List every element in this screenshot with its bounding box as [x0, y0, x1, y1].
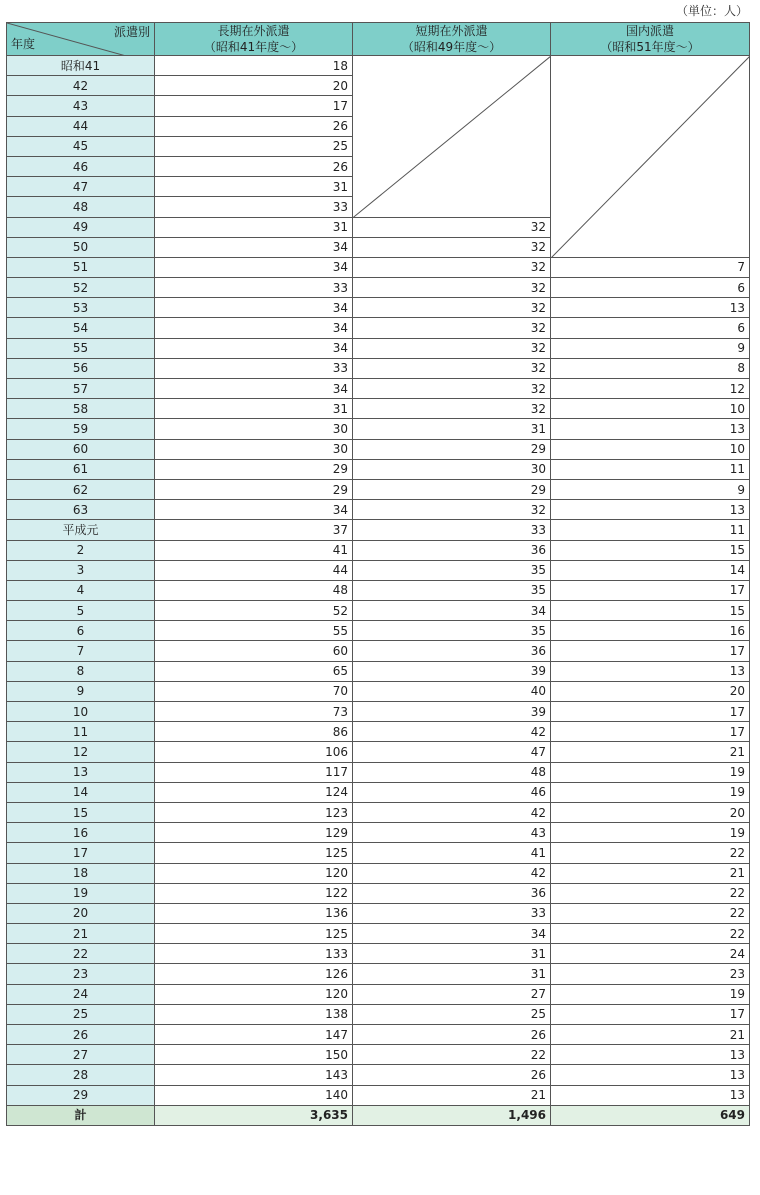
- short-term-cell: 26: [353, 1065, 551, 1085]
- domestic-cell: 17: [551, 722, 750, 742]
- domestic-cell: 9: [551, 479, 750, 499]
- header-row: [7, 23, 750, 56]
- short-term-cell: 40: [353, 681, 551, 701]
- total-short-term: 1,496: [353, 1105, 551, 1125]
- corner-label-year: 年度: [11, 37, 36, 51]
- table-row: [7, 742, 750, 762]
- total-domestic: 649: [551, 1105, 750, 1125]
- long-term-cell: 20: [155, 76, 353, 96]
- year-cell: 55: [7, 338, 155, 358]
- table-row: [7, 560, 750, 580]
- domestic-cell: 13: [551, 1065, 750, 1085]
- table-row: [7, 419, 750, 439]
- table-row: [7, 621, 750, 641]
- year-cell: 29: [7, 1085, 155, 1105]
- domestic-cell: 13: [551, 1045, 750, 1065]
- long-term-cell: 150: [155, 1045, 353, 1065]
- domestic-cell: 20: [551, 681, 750, 701]
- year-cell: 52: [7, 278, 155, 298]
- long-term-cell: 140: [155, 1085, 353, 1105]
- domestic-cell: 20: [551, 802, 750, 822]
- year-cell: 20: [7, 903, 155, 923]
- year-cell: 3: [7, 560, 155, 580]
- domestic-cell: 13: [551, 419, 750, 439]
- col-header-long: [155, 23, 353, 56]
- domestic-cell: 14: [551, 560, 750, 580]
- diagonal-line-icon: [353, 56, 551, 217]
- col-header-domestic-sub: （昭和51年度〜）: [600, 40, 700, 54]
- year-cell: 4: [7, 580, 155, 600]
- long-term-cell: 25: [155, 136, 353, 156]
- table-row: [7, 1004, 750, 1024]
- table-row: [7, 722, 750, 742]
- domestic-cell: 19: [551, 984, 750, 1004]
- short-term-cell: 31: [353, 964, 551, 984]
- col-header-domestic: [551, 23, 750, 56]
- domestic-cell: 11: [551, 520, 750, 540]
- table-row: [7, 56, 750, 76]
- col-header-domestic-title: 国内派遣: [625, 24, 674, 38]
- year-cell: 13: [7, 762, 155, 782]
- short-term-cell: 34: [353, 601, 551, 621]
- short-term-cell: 29: [353, 439, 551, 459]
- long-term-cell: 122: [155, 883, 353, 903]
- table-row: [7, 782, 750, 802]
- short-term-not-applicable: [353, 56, 551, 218]
- year-cell: 11: [7, 722, 155, 742]
- long-term-cell: 31: [155, 399, 353, 419]
- long-term-cell: 17: [155, 96, 353, 116]
- table-row: [7, 762, 750, 782]
- year-cell: 49: [7, 217, 155, 237]
- table-row: [7, 439, 750, 459]
- long-term-cell: 60: [155, 641, 353, 661]
- long-term-cell: 34: [155, 318, 353, 338]
- domestic-cell: 6: [551, 318, 750, 338]
- domestic-not-applicable: [551, 56, 750, 258]
- year-cell: 6: [7, 621, 155, 641]
- table-row: [7, 399, 750, 419]
- table-row: [7, 964, 750, 984]
- unit-label: （単位：人）: [675, 4, 748, 18]
- table-row: [7, 681, 750, 701]
- short-term-cell: 27: [353, 984, 551, 1004]
- short-term-cell: 36: [353, 540, 551, 560]
- domestic-cell: 10: [551, 439, 750, 459]
- long-term-cell: 34: [155, 500, 353, 520]
- short-term-cell: 31: [353, 419, 551, 439]
- total-row: [7, 1105, 750, 1125]
- long-term-cell: 52: [155, 601, 353, 621]
- year-cell: 50: [7, 237, 155, 257]
- short-term-cell: 41: [353, 843, 551, 863]
- short-term-cell: 30: [353, 459, 551, 479]
- col-header-short-title: 短期在外派遣: [415, 24, 488, 38]
- long-term-cell: 120: [155, 863, 353, 883]
- long-term-cell: 136: [155, 903, 353, 923]
- short-term-cell: 32: [353, 399, 551, 419]
- total-label: 計: [7, 1105, 155, 1125]
- table-row: [7, 479, 750, 499]
- long-term-cell: 120: [155, 984, 353, 1004]
- table-row: [7, 1045, 750, 1065]
- long-term-cell: 106: [155, 742, 353, 762]
- long-term-cell: 124: [155, 782, 353, 802]
- domestic-cell: 13: [551, 1085, 750, 1105]
- short-term-cell: 42: [353, 863, 551, 883]
- long-term-cell: 123: [155, 802, 353, 822]
- year-cell: 17: [7, 843, 155, 863]
- long-term-cell: 34: [155, 338, 353, 358]
- domestic-cell: 22: [551, 924, 750, 944]
- long-term-cell: 117: [155, 762, 353, 782]
- year-cell: 45: [7, 136, 155, 156]
- table-row: [7, 924, 750, 944]
- table-row: [7, 257, 750, 277]
- long-term-cell: 26: [155, 156, 353, 176]
- table-row: [7, 601, 750, 621]
- year-cell: 59: [7, 419, 155, 439]
- long-term-cell: 65: [155, 661, 353, 681]
- domestic-cell: 16: [551, 621, 750, 641]
- col-header-short-sub: （昭和49年度〜）: [401, 40, 502, 54]
- short-term-cell: 36: [353, 883, 551, 903]
- year-cell: 8: [7, 661, 155, 681]
- year-cell: 14: [7, 782, 155, 802]
- long-term-cell: 29: [155, 459, 353, 479]
- long-term-cell: 143: [155, 1065, 353, 1085]
- short-term-cell: 32: [353, 358, 551, 378]
- table-row: [7, 540, 750, 560]
- short-term-cell: 33: [353, 903, 551, 923]
- domestic-cell: 12: [551, 379, 750, 399]
- domestic-cell: 17: [551, 641, 750, 661]
- table-body: [7, 56, 750, 1126]
- domestic-cell: 23: [551, 964, 750, 984]
- short-term-cell: 35: [353, 560, 551, 580]
- table-row: [7, 459, 750, 479]
- long-term-cell: 33: [155, 278, 353, 298]
- col-header-long-title: 長期在外派遣: [217, 24, 290, 38]
- year-cell: 47: [7, 177, 155, 197]
- year-cell: 2: [7, 540, 155, 560]
- table-row: [7, 1025, 750, 1045]
- short-term-cell: 32: [353, 338, 551, 358]
- table-row: [7, 278, 750, 298]
- year-cell: 43: [7, 96, 155, 116]
- year-cell: 24: [7, 984, 155, 1004]
- diagonal-line-icon: [551, 56, 750, 257]
- domestic-cell: 17: [551, 1004, 750, 1024]
- short-term-cell: 47: [353, 742, 551, 762]
- domestic-cell: 19: [551, 823, 750, 843]
- long-term-cell: 44: [155, 560, 353, 580]
- year-cell: 61: [7, 459, 155, 479]
- domestic-cell: 15: [551, 601, 750, 621]
- domestic-cell: 21: [551, 863, 750, 883]
- short-term-cell: 32: [353, 379, 551, 399]
- domestic-cell: 13: [551, 500, 750, 520]
- short-term-cell: 25: [353, 1004, 551, 1024]
- table-row: [7, 520, 750, 540]
- short-term-cell: 39: [353, 661, 551, 681]
- domestic-cell: 11: [551, 459, 750, 479]
- long-term-cell: 138: [155, 1004, 353, 1024]
- domestic-cell: 22: [551, 883, 750, 903]
- year-cell: 15: [7, 802, 155, 822]
- table-row: [7, 641, 750, 661]
- domestic-cell: 15: [551, 540, 750, 560]
- long-term-cell: 33: [155, 197, 353, 217]
- domestic-cell: 10: [551, 399, 750, 419]
- long-term-cell: 133: [155, 944, 353, 964]
- short-term-cell: 39: [353, 702, 551, 722]
- domestic-cell: 22: [551, 843, 750, 863]
- short-term-cell: 31: [353, 944, 551, 964]
- year-cell: 22: [7, 944, 155, 964]
- total-long-term: 3,635: [155, 1105, 353, 1125]
- year-cell: 26: [7, 1025, 155, 1045]
- corner-label-dispatch: 派遣別: [113, 25, 150, 39]
- short-term-cell: 21: [353, 1085, 551, 1105]
- col-header-short: [353, 23, 551, 56]
- year-cell: 23: [7, 964, 155, 984]
- year-cell: 16: [7, 823, 155, 843]
- year-cell: 57: [7, 379, 155, 399]
- long-term-cell: 31: [155, 217, 353, 237]
- long-term-cell: 31: [155, 177, 353, 197]
- long-term-cell: 126: [155, 964, 353, 984]
- table-row: [7, 500, 750, 520]
- table-row: [7, 702, 750, 722]
- long-term-cell: 34: [155, 379, 353, 399]
- year-cell: 平成元: [7, 520, 155, 540]
- year-cell: 18: [7, 863, 155, 883]
- year-cell: 19: [7, 883, 155, 903]
- long-term-cell: 30: [155, 439, 353, 459]
- short-term-cell: 32: [353, 278, 551, 298]
- short-term-cell: 35: [353, 621, 551, 641]
- domestic-cell: 17: [551, 580, 750, 600]
- table-row: [7, 298, 750, 318]
- domestic-cell: 13: [551, 298, 750, 318]
- short-term-cell: 34: [353, 924, 551, 944]
- year-cell: 7: [7, 641, 155, 661]
- year-cell: 42: [7, 76, 155, 96]
- short-term-cell: 32: [353, 217, 551, 237]
- table-row: [7, 338, 750, 358]
- year-cell: 5: [7, 601, 155, 621]
- long-term-cell: 18: [155, 56, 353, 76]
- long-term-cell: 125: [155, 924, 353, 944]
- table-row: [7, 843, 750, 863]
- domestic-cell: 22: [551, 903, 750, 923]
- long-term-cell: 129: [155, 823, 353, 843]
- long-term-cell: 34: [155, 298, 353, 318]
- long-term-cell: 86: [155, 722, 353, 742]
- domestic-cell: 24: [551, 944, 750, 964]
- domestic-cell: 6: [551, 278, 750, 298]
- short-term-cell: 43: [353, 823, 551, 843]
- long-term-cell: 29: [155, 479, 353, 499]
- table-row: [7, 944, 750, 964]
- short-term-cell: 22: [353, 1045, 551, 1065]
- long-term-cell: 33: [155, 358, 353, 378]
- short-term-cell: 26: [353, 1025, 551, 1045]
- year-cell: 63: [7, 500, 155, 520]
- long-term-cell: 26: [155, 116, 353, 136]
- year-cell: 56: [7, 358, 155, 378]
- short-term-cell: 32: [353, 298, 551, 318]
- year-cell: 27: [7, 1045, 155, 1065]
- domestic-cell: 19: [551, 762, 750, 782]
- year-cell: 昭和41: [7, 56, 155, 76]
- domestic-cell: 17: [551, 702, 750, 722]
- long-term-cell: 41: [155, 540, 353, 560]
- table-row: [7, 661, 750, 681]
- table-row: [7, 318, 750, 338]
- domestic-cell: 13: [551, 661, 750, 681]
- long-term-cell: 147: [155, 1025, 353, 1045]
- long-term-cell: 34: [155, 257, 353, 277]
- domestic-cell: 8: [551, 358, 750, 378]
- table-row: [7, 883, 750, 903]
- year-cell: 25: [7, 1004, 155, 1024]
- long-term-cell: 48: [155, 580, 353, 600]
- year-cell: 58: [7, 399, 155, 419]
- year-cell: 54: [7, 318, 155, 338]
- year-cell: 53: [7, 298, 155, 318]
- table-row: [7, 1065, 750, 1085]
- short-term-cell: 29: [353, 479, 551, 499]
- year-cell: 28: [7, 1065, 155, 1085]
- year-cell: 21: [7, 924, 155, 944]
- short-term-cell: 35: [353, 580, 551, 600]
- domestic-cell: 21: [551, 1025, 750, 1045]
- year-cell: 9: [7, 681, 155, 701]
- long-term-cell: 30: [155, 419, 353, 439]
- long-term-cell: 73: [155, 702, 353, 722]
- domestic-cell: 19: [551, 782, 750, 802]
- long-term-cell: 55: [155, 621, 353, 641]
- year-cell: 51: [7, 257, 155, 277]
- short-term-cell: 33: [353, 520, 551, 540]
- table-row: [7, 379, 750, 399]
- table-row: [7, 863, 750, 883]
- table-row: [7, 903, 750, 923]
- domestic-cell: 7: [551, 257, 750, 277]
- short-term-cell: 42: [353, 722, 551, 742]
- corner-header: [7, 23, 155, 56]
- table-row: [7, 984, 750, 1004]
- short-term-cell: 36: [353, 641, 551, 661]
- table-row: [7, 1085, 750, 1105]
- short-term-cell: 32: [353, 237, 551, 257]
- short-term-cell: 42: [353, 802, 551, 822]
- domestic-cell: 21: [551, 742, 750, 762]
- short-term-cell: 48: [353, 762, 551, 782]
- long-term-cell: 125: [155, 843, 353, 863]
- short-term-cell: 32: [353, 500, 551, 520]
- year-cell: 44: [7, 116, 155, 136]
- year-cell: 10: [7, 702, 155, 722]
- table-row: [7, 823, 750, 843]
- short-term-cell: 46: [353, 782, 551, 802]
- long-term-cell: 70: [155, 681, 353, 701]
- long-term-cell: 37: [155, 520, 353, 540]
- year-cell: 46: [7, 156, 155, 176]
- year-cell: 12: [7, 742, 155, 762]
- year-cell: 60: [7, 439, 155, 459]
- year-cell: 48: [7, 197, 155, 217]
- dispatch-table: [6, 22, 750, 1126]
- short-term-cell: 32: [353, 318, 551, 338]
- table-row: [7, 358, 750, 378]
- table-row: [7, 580, 750, 600]
- long-term-cell: 34: [155, 237, 353, 257]
- domestic-cell: 9: [551, 338, 750, 358]
- short-term-cell: 32: [353, 257, 551, 277]
- col-header-long-sub: （昭和41年度〜）: [203, 40, 304, 54]
- year-cell: 62: [7, 479, 155, 499]
- table-row: [7, 802, 750, 822]
